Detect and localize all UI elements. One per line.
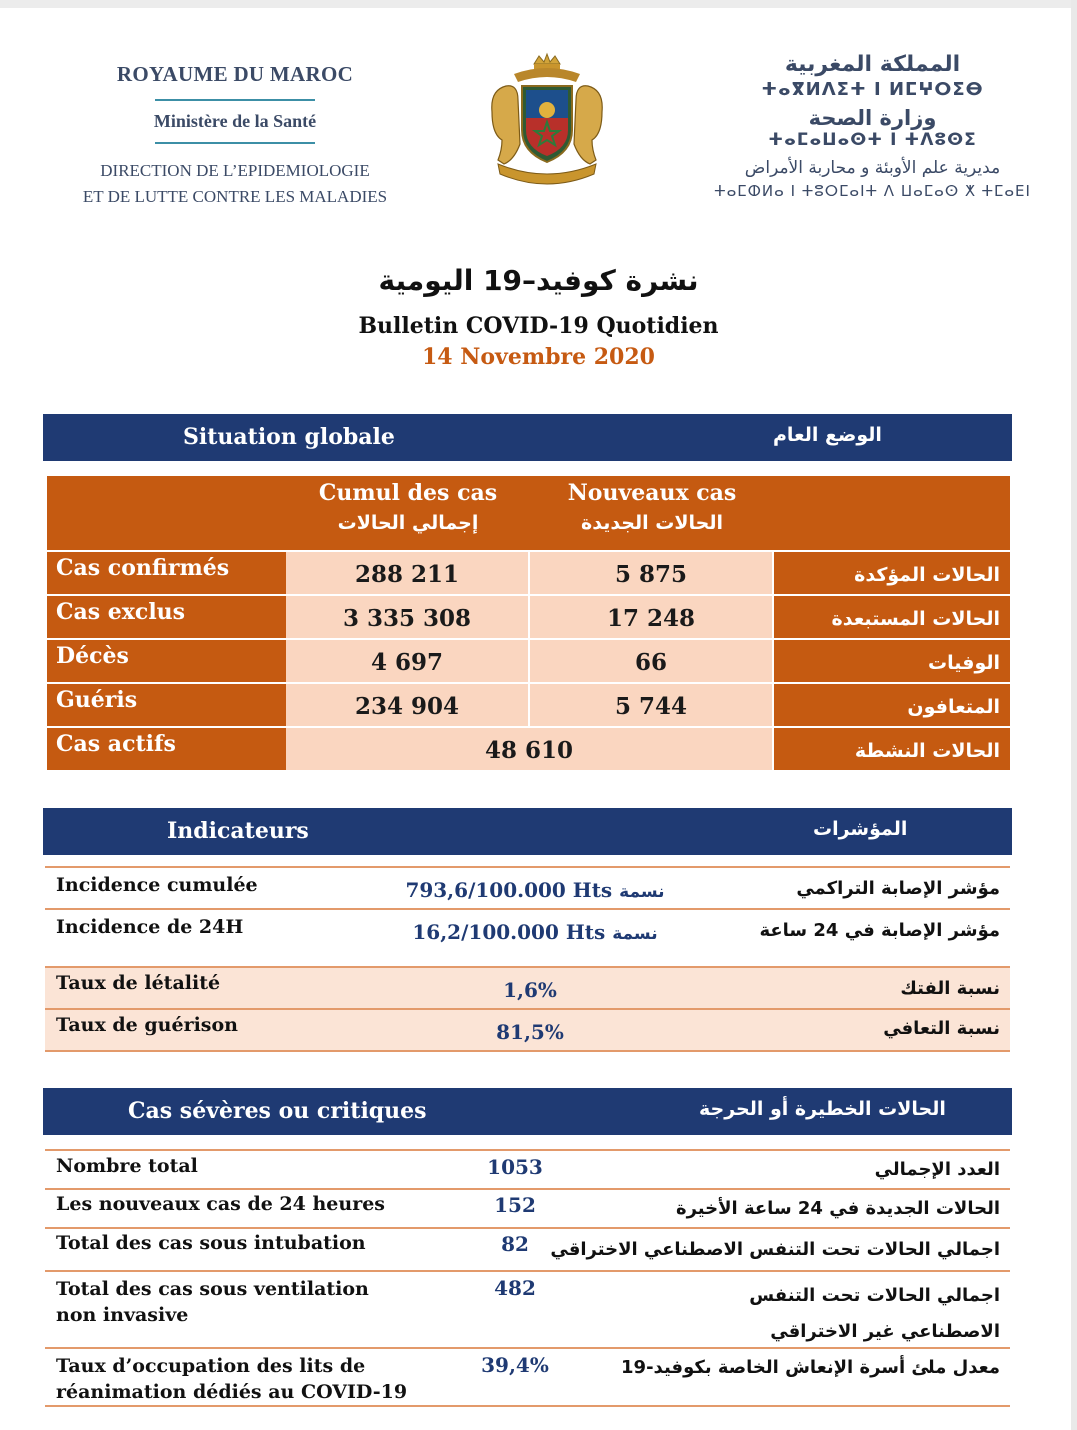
severe-label-ar: اجمالي الحالات تحت التنفس الاصطناعي غير الاختراقي [749,1285,1000,1342]
situation-table [47,476,1010,770]
col-cumul-fr: Cumul des cas [318,480,498,506]
cumul-value: 234 904 [286,684,528,726]
row-label-fr: Cas confirmés [47,552,293,594]
section-situation-globale [43,414,1012,461]
indicator-value: 81,5% [496,1020,564,1044]
table-row [45,868,1010,910]
severe-label-ar: معدل ملئ أسرة الإنعاش الخاصة بكوفيد-19 [621,1357,1000,1378]
severe-value: 82 [501,1232,529,1256]
section-cas-severes [43,1088,1012,1135]
table-row [47,684,1010,726]
indicator-value-ar: نسمة [619,882,665,902]
section-title-ar: الحالات الخطيرة أو الحرجة [699,1098,946,1120]
indicator-value: 1,6% [503,978,557,1002]
severe-label-fr: Taux d’occupation des lits de réanimation dédiés au COVID-19 [56,1355,408,1403]
ministry-fr: Ministère de la Santé [153,111,317,131]
kingdom-ar: المملكة المغربية [784,52,961,77]
severe-value: 482 [494,1276,536,1300]
indicator-label-ar: مؤشر الإصابة في 24 ساعة [759,920,1000,941]
section-title-fr: Indicateurs [167,818,309,844]
row-label-ar [774,640,1010,682]
table-row [47,552,1010,594]
direction-ar: مديرية علم الأوبئة و محاربة الأمراض [744,158,1001,178]
direction-fr-line2: ET DE LUTTE CONTRE LES MALADIES [82,187,388,206]
row-label-fr: Guéris [47,684,293,726]
bulletin-date: 14 Novembre 2020 [422,344,655,370]
severe-value: 39,4% [481,1353,549,1377]
cumul-value: 288 211 [286,552,528,594]
kingdom-tifinagh: ⵜⴰⴳⵍⴷⵉⵜ ⵏ ⵍⵎⵖⵔⵉⴱ [761,79,984,100]
table-row-active [47,728,1010,770]
table-row [45,910,1010,968]
indicator-label-fr: Incidence cumulée [56,874,258,896]
table-row [45,1349,1010,1407]
row-label-fr: Cas exclus [47,596,293,638]
col-new-fr: Nouveaux cas [567,480,737,506]
indicator-value-ar: نسمة [612,924,658,944]
indicator-value [405,920,665,944]
indicator-value [405,878,665,902]
title-french: Bulletin COVID-19 Quotidien [358,313,719,339]
indicators-table [45,866,1010,1052]
col-new-ar: الحالات الجديدة [581,512,723,534]
row-label-ar-text: الحالات المؤكدة [854,564,1000,586]
header-right [700,52,1045,200]
col-cumul-ar: إجمالي الحالات [337,512,479,534]
severe-label-fr: Les nouveaux cas de 24 heures [56,1193,386,1215]
section-indicateurs [43,808,1012,855]
indicator-label-fr: Incidence de 24H [56,916,244,938]
severe-label-ar: اجمالي الحالات تحت التنفس الاصطناعي الاختراقي [550,1239,1000,1260]
table-row [47,640,1010,682]
row-label-fr: Décès [47,640,293,682]
table-row [45,968,1010,1010]
row-label-ar-text: المتعافون [907,696,1000,718]
indicator-label-ar: نسبة الفتك [900,978,1000,999]
section-title-ar: المؤشرات [813,818,908,840]
table-row [45,1010,1010,1052]
indicator-value-text: 16,2/100.000 Hts [412,920,606,944]
cumul-value: 3 335 308 [286,596,528,638]
table-row [47,596,1010,638]
coat-of-arms-icon [484,52,610,188]
section-title-ar: الوضع العام [773,424,882,446]
active-value: 48 610 [286,728,772,770]
section-title-fr: Cas sévères ou critiques [128,1098,427,1124]
indicator-label-fr: Taux de létalité [56,972,221,994]
new-value: 17 248 [530,596,772,638]
indicator-label-fr: Taux de guérison [56,1014,238,1036]
indicator-value-text: 793,6/100.000 Hts [405,878,613,902]
title-arabic: نشرة كوفيد–19 اليومية [378,264,699,297]
header-rule-2 [155,142,315,144]
table-row [45,1190,1010,1229]
row-label-ar [774,552,1010,594]
table-row [45,1151,1010,1190]
row-label-ar [774,684,1010,726]
direction-fr [60,158,410,210]
severe-label-fr: Nombre total [56,1155,198,1177]
row-label-ar-text: الوفيات [928,652,1000,674]
row-label-ar-text: الحالات المستبعدة [831,608,1000,630]
row-label-ar [774,596,1010,638]
cumul-value: 4 697 [286,640,528,682]
table-row [45,1229,1010,1272]
direction-tifinagh: ⵜⴰⵎⵀⵍⴰ ⵏ ⵜⵓⵔⵎⴰⵏⵜ ⴷ ⵡⴰⵎⴰⵙ ⵅ ⵜⵎⴰⴹⵏ [714,182,1031,200]
col-new [530,480,774,534]
row-label-fr: Cas actifs [47,728,293,770]
new-value: 5 744 [530,684,772,726]
ministry-ar: وزارة الصحة [808,106,937,130]
severe-label-ar: الحالات الجديدة في 24 ساعة الأخيرة [675,1198,1000,1219]
kingdom-fr: ROYAUME DU MAROC [116,62,354,86]
section-title-fr: Situation globale [183,424,395,450]
right-band [1071,0,1077,1430]
severe-value: 1053 [487,1155,543,1179]
ministry-tifinagh: ⵜⴰⵎⴰⵡⴰⵙⵜ ⵏ ⵜⴷⵓⵙⵉ [768,130,977,150]
situation-table-header [47,476,1010,550]
new-value: 5 875 [530,552,772,594]
severe-value: 152 [494,1193,536,1217]
row-label-ar [774,728,1010,770]
severe-label-ar: العدد الإجمالي [874,1159,1000,1180]
direction-fr-line1: DIRECTION DE L’EPIDEMIOLOGIE [100,161,370,180]
severe-table [45,1149,1010,1407]
severe-label-fr: Total des cas sous ventilation non invasive [56,1278,369,1326]
header-left [60,62,410,210]
col-cumul [286,480,530,534]
top-band [0,0,1077,8]
severe-label-fr: Total des cas sous intubation [56,1232,366,1254]
header-rule [155,99,315,101]
indicator-label-ar: نسبة التعافي [883,1018,1000,1039]
new-value: 66 [530,640,772,682]
row-label-ar-text: الحالات النشطة [854,740,1000,762]
indicator-label-ar: مؤشر الإصابة التراكمي [796,878,1000,899]
table-row [45,1272,1010,1349]
